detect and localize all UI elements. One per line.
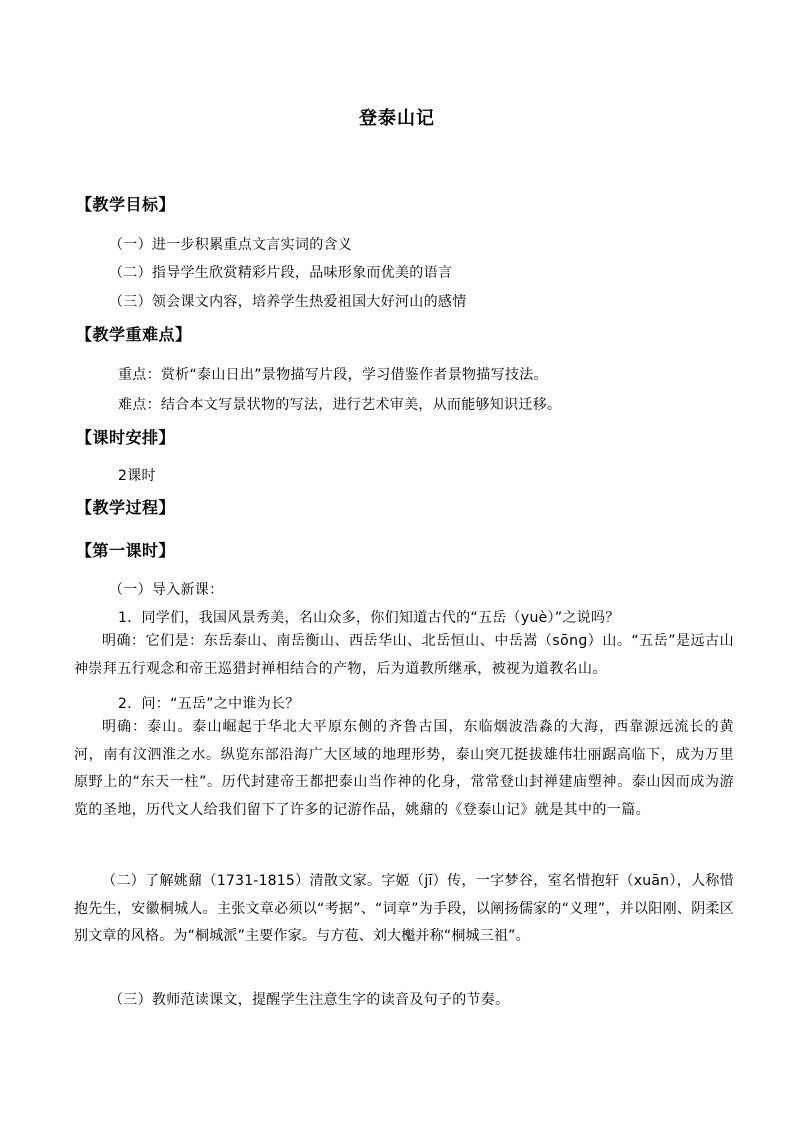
- document-title: 登泰山记: [359, 108, 435, 129]
- heading-teaching-process: 【教学过程】: [76, 498, 176, 517]
- question-2: 2．问：“五岳”之中谁为长？: [118, 696, 300, 712]
- author-intro-paragraph: （二）了解姚鼐（1731-1815）清散文家。字姬（jī）传，一字梦谷，室名惜抱轩（xuān），人称惜抱先生，安徽桐城人。主张文章必须以“考据”、“词章”为手段，以阐扬儒家的“义理”，并以阳刚、阴柔区别文章的风格。为“桐城派”主要作家。与方苞、刘大櫆并称“桐城三祖”。: [74, 873, 734, 944]
- teacher-reading-line: （三）教师范读课文，提醒学生注意生字的读音及句子的节奏。: [109, 992, 510, 1008]
- heading-key-points: 【教学重难点】: [76, 325, 192, 344]
- key-point-text: 重点：赏析“泰山日出”景物描写片段，学习借鉴作者景物描写技法。: [118, 367, 548, 383]
- goal-item-3: （三）领会课文内容，培养学生热爱祖国大好河山的感情: [109, 294, 467, 310]
- heading-schedule: 【课时安排】: [76, 428, 176, 447]
- schedule-value: 2课时: [118, 468, 156, 484]
- answer-1-paragraph: 明确：它们是：东岳泰山、南岳衡山、西岳华山、北岳恒山、中岳嵩（sōnɡ）山。“五岳”是远古山神崇拜五行观念和帝王巡猎封禅相结合的产物，后为道教所继承，被视为道教名山。: [74, 633, 734, 677]
- difficult-point-text: 难点：结合本文写景状物的写法，进行艺术审美，从而能够知识迁移。: [118, 397, 562, 413]
- answer-2-paragraph: 明确：泰山。泰山崛起于华北大平原东侧的齐鲁古国，东临烟波浩淼的大海，西靠源远流长的黄河，南有汶泗淮之水。纵览东部沿海广大区域的地理形势，泰山突兀挺拔雄伟壮丽踞高临下，成为万里原野上的“东天一柱”。历代封建帝王都把泰山当作神的化身，常常登山封禅建庙塑神。泰山因而成为游览的圣地，历代文人给我们留下了许多的记游作品，姚鼐的《登泰山记》就是其中的一篇。: [74, 719, 734, 818]
- heading-first-lesson: 【第一课时】: [76, 541, 176, 560]
- heading-teaching-goals: 【教学目标】: [76, 195, 176, 214]
- question-1: 1．同学们，我国风景秀美，名山众多，你们知道古代的“五岳（yuè）”之说吗？: [118, 610, 620, 626]
- goal-item-2: （二）指导学生欣赏精彩片段，品味形象而优美的语言: [109, 265, 453, 281]
- intro-label: （一）导入新课：: [109, 582, 224, 598]
- goal-item-1: （一）进一步积累重点文言实词的含义: [109, 237, 353, 253]
